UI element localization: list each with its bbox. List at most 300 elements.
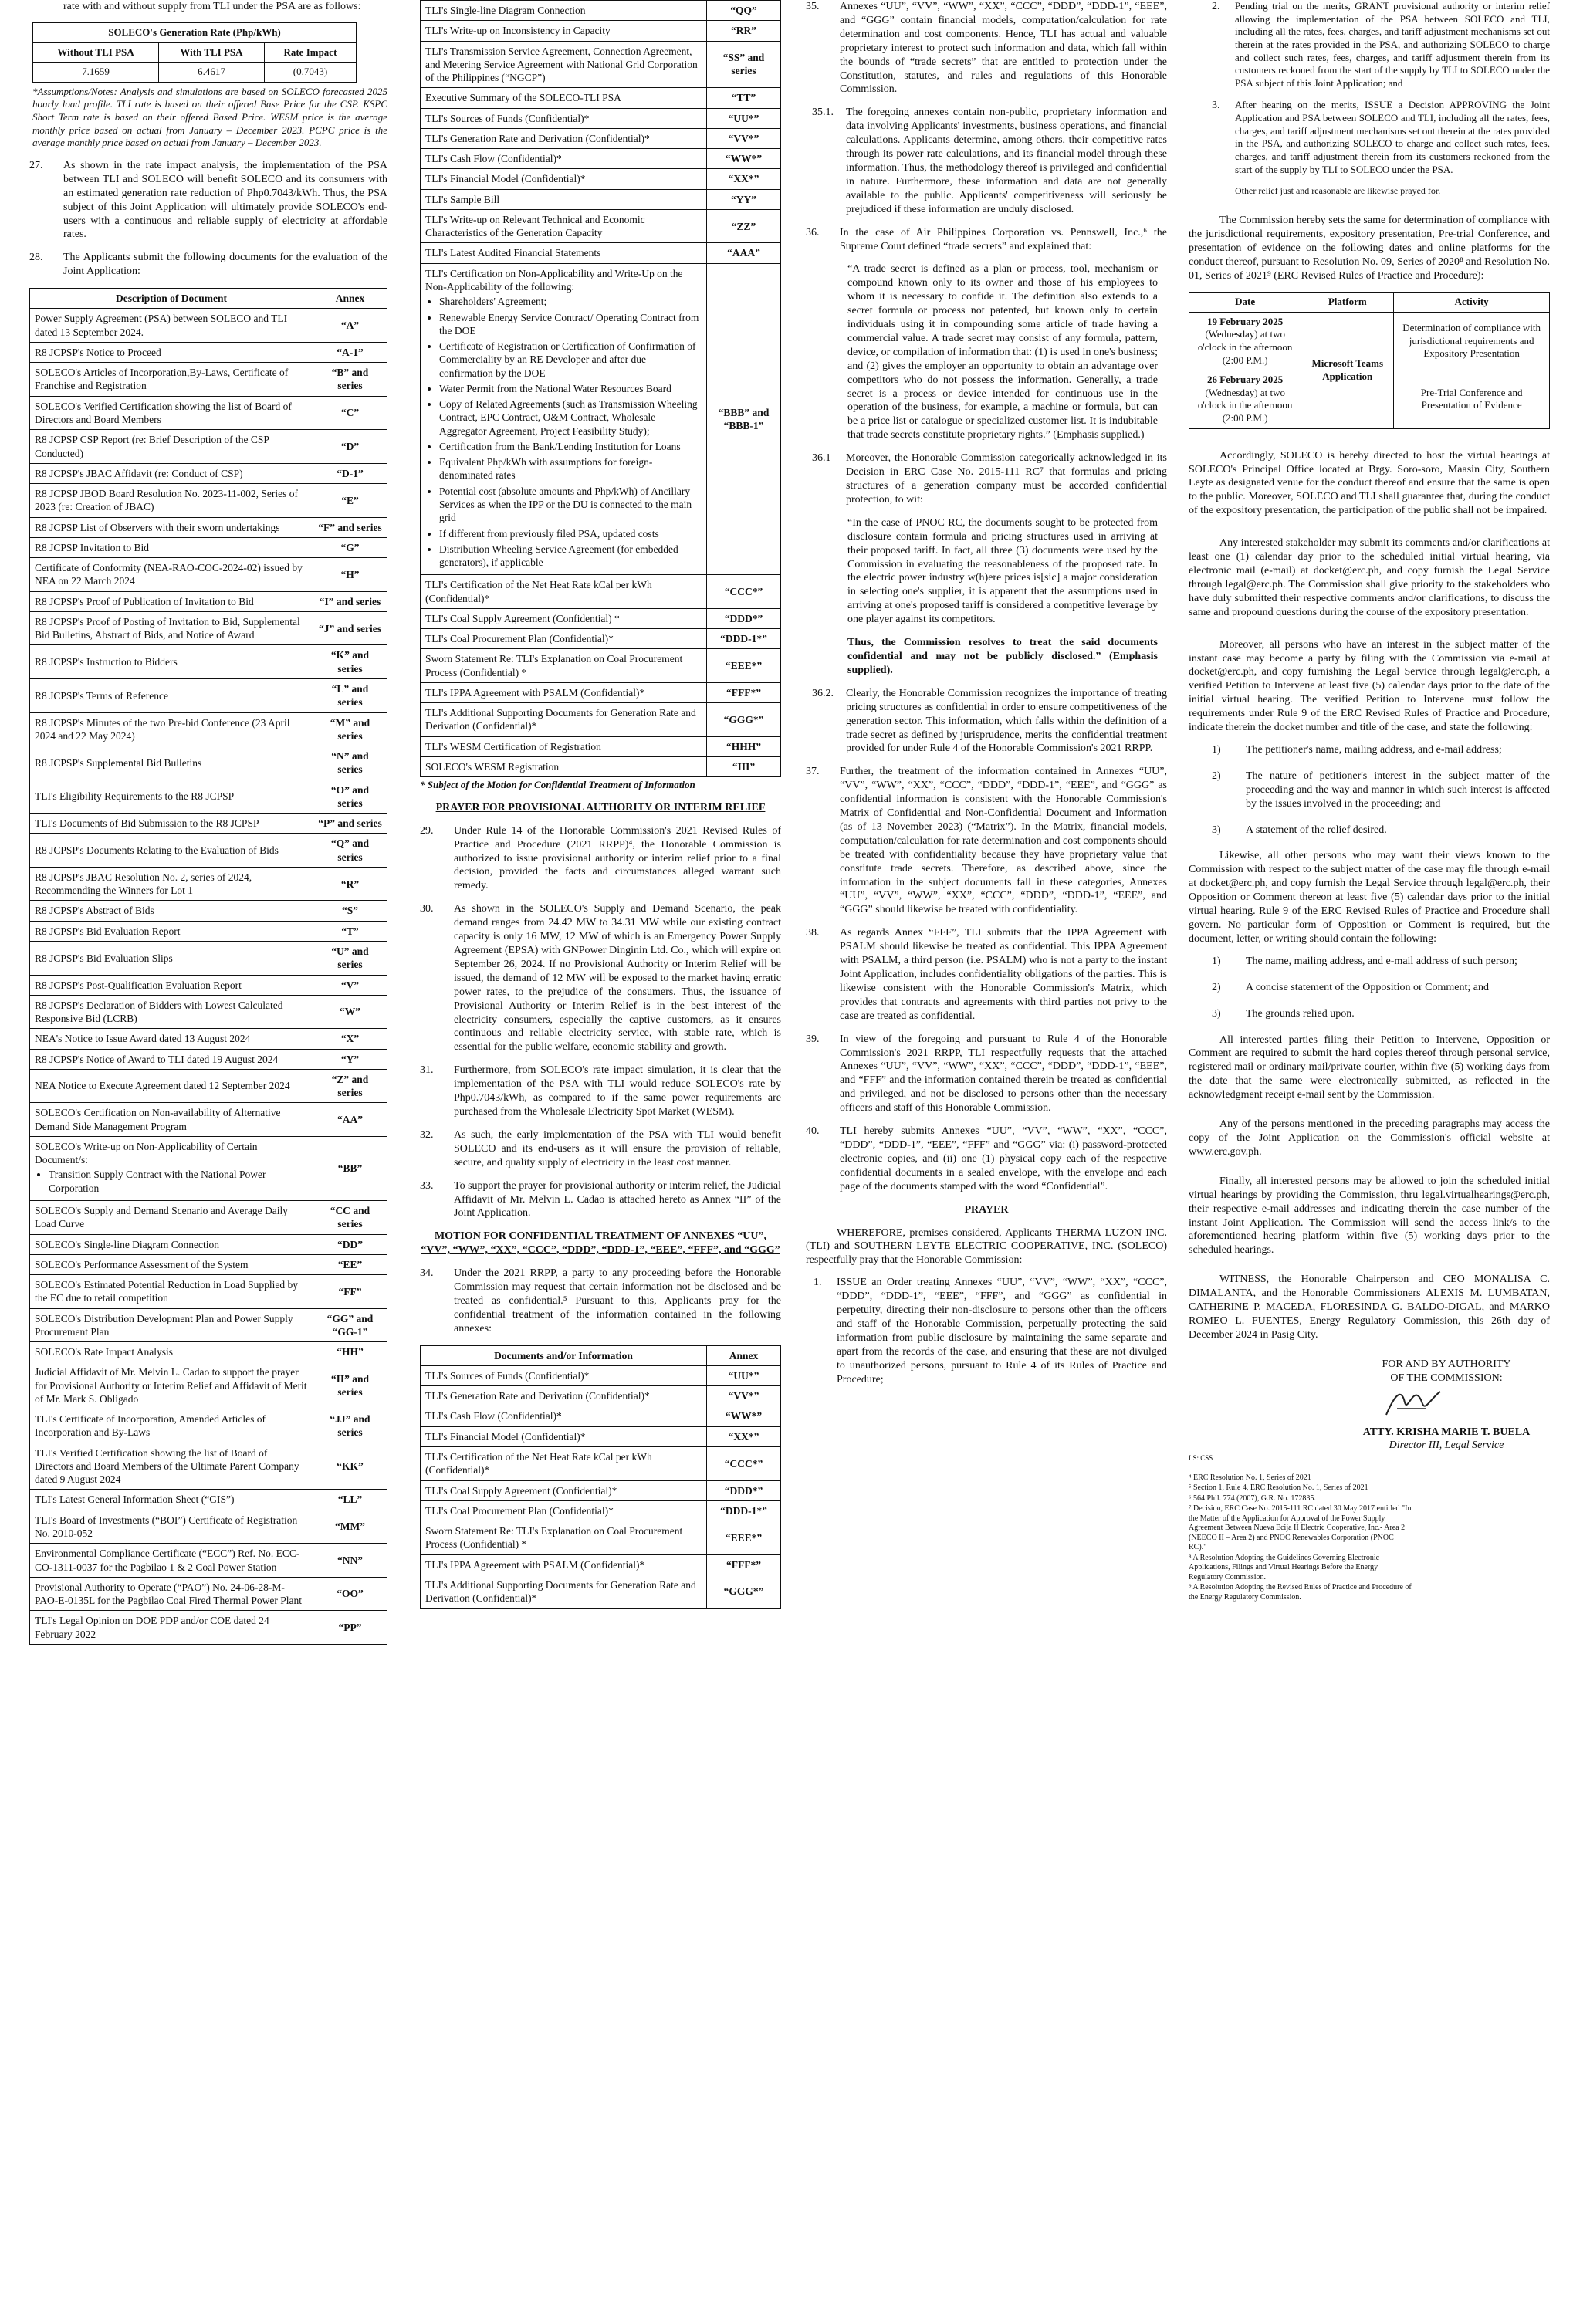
document-description <box>421 243 707 263</box>
description-text: R8 JCPSP's Declaration of Bidders with Lowest Calculated Responsive Bid (LCRB) <box>35 999 283 1025</box>
table-row <box>421 1406 781 1426</box>
description-text: SOLECO's Verified Certification showing the list of Board of Directors and Board Members <box>35 400 292 426</box>
description-text: TLI's Sources of Funds (Confidential)* <box>425 112 590 124</box>
document-description <box>421 169 707 189</box>
list-number: 2) <box>1212 981 1221 993</box>
description-text: R8 JCPSP's Abstract of Bids <box>35 905 154 917</box>
annex-label: “Q” and series <box>313 834 387 868</box>
pnoc-quote: “In the case of PNOC RC, the documents sought to be protected from disclosure contain formula and pricing structures used in arriving at their proposed tariff. In fact, all three (3) documents were used by the Commission in evaluating the reasonableness of the proposed rate. In the electric power industry w(h)ere prices is[sic] a major consideration in selecting one's supplier, it is apparent that the assumptions used in arriving at one's proposed tariff is considered a competitive leverage by one player against its competitors. <box>847 516 1158 626</box>
document-description <box>30 430 313 464</box>
paragraph-39 <box>806 1033 1167 1115</box>
description-text: TLI's IPPA Agreement with PSALM (Confidential)* <box>425 1558 645 1571</box>
annex-label: “W” <box>313 995 387 1029</box>
assumptions-note: *Assumptions/Notes: Analysis and simulations are based on SOLECO forecasted 2025 hourly load profile. TLI rate is based on their offered Base Price for the CSP. KSPC Short Term rate is based on their offered Based Price. WESM price is the average monthly price based on actual from January – December 2023. PCPC price is the average monthly price based on actual from January – December 2023. <box>32 85 387 149</box>
document-description <box>421 756 707 776</box>
document-description <box>421 1426 707 1446</box>
document-description <box>30 1362 313 1409</box>
description-text: TLI's WESM Certification of Registration <box>425 740 601 753</box>
document-description <box>30 1409 313 1443</box>
list-number: 1) <box>1212 743 1221 756</box>
document-description <box>30 1510 313 1544</box>
table-row <box>421 756 781 776</box>
annex-label: “QQ” <box>707 1 781 21</box>
table-row <box>30 558 387 592</box>
description-text: R8 JCPSP Invitation to Bid <box>35 541 150 553</box>
annex-label: “FFF*” <box>707 682 781 702</box>
annex-label: “RR” <box>707 21 781 41</box>
table-row <box>421 189 781 209</box>
paragraph-text: Under Rule 14 of the Honorable Commission's 2021 Revised Rules of Practice and Procedure (2021 RRPP)⁴, the Honorable Commission is authorized to issue provisional authority or interim relief prior to a final decision, provided the facts and circumstances alleged warrant such remedy. <box>454 824 781 892</box>
description-text: TLI's Additional Supporting Documents for Generation Rate and Derivation (Confidential)* <box>425 707 696 732</box>
annex-label: “F” and series <box>313 517 387 537</box>
table-row <box>421 575 781 609</box>
annex-label: “UU*” <box>707 1365 781 1385</box>
annex-label: “YY” <box>707 189 781 209</box>
item-text: After hearing on the merits, ISSUE a Decision APPROVING the Joint Application and PSA between SOLECO and TLI, including all the rates, fees, charges, and tariff adjustment mechanisms set out therein at the rates provided in the PSA, and authorizing SOLECO to charge and collect such rates, fees, charges, and tariff adjustment therein from its customers reckoned from the start of the supply by TLI to SOLECO under the PSA. <box>1235 99 1550 175</box>
annex-label: “JJ” and series <box>313 1409 387 1443</box>
description-text: SOLECO's Certification on Non-availability of Alternative Demand Side Management Program <box>35 1107 281 1132</box>
description-text: R8 JCPSP's Notice of Award to TLI dated 19 August 2024 <box>35 1053 279 1065</box>
bullet-list <box>439 295 702 569</box>
document-description <box>421 1521 707 1555</box>
description-text: TLI's Eligibility Requirements to the R8 JCPSP <box>35 790 235 803</box>
rate-header: Rate Impact <box>264 42 356 63</box>
bullet-item: • Equivalent Php/kWh with assumptions for foreign-denominated rates <box>439 455 702 482</box>
annex-label: “KK” <box>313 1443 387 1490</box>
description-text: TLI's Financial Model (Confidential)* <box>425 1430 586 1443</box>
documents-table-continued <box>420 0 781 777</box>
annex-label: “FF” <box>313 1275 387 1309</box>
document-description <box>30 1443 313 1490</box>
paragraph-number: 40. <box>806 1125 820 1138</box>
table-row <box>421 128 781 148</box>
description-text: TLI's Sources of Funds (Confidential)* <box>425 1369 590 1382</box>
footnote: ⁹ A Resolution Adopting the Revised Rules of Practice and Procedure of the Energy Regulatory Commission. <box>1189 1583 1412 1602</box>
bullet-item: • Certification from the Bank/Lending Institution for Loans <box>439 440 702 453</box>
schedule-header: Platform <box>1301 293 1394 313</box>
motion-heading: MOTION FOR CONFIDENTIAL TREATMENT OF ANNEXES “UU”, “VV”, “WW”, “XX”, “CCC”, “DDD”, “DDD-1”, “EEE”, “FFF”, and “GGG” <box>421 1230 780 1257</box>
schedule-activity: Determination of compliance with jurisdictional requirements and Expository Presentation <box>1394 312 1550 370</box>
paragraph-text: In the case of Air Philippines Corporation vs. Pennswell, Inc.,⁶ the Supreme Court defined “trade secrets” and explained that: <box>840 226 1167 252</box>
table-row <box>30 1544 387 1578</box>
document-description <box>421 263 707 575</box>
description-text: Sworn Statement Re: TLI's Explanation on Coal Procurement Process (Confidential) * <box>425 1525 683 1551</box>
document-description <box>30 1611 313 1645</box>
table-row <box>421 629 781 649</box>
document-description <box>421 88 707 108</box>
paragraph-text: In view of the foregoing and pursuant to Rule 4 of the Honorable Commission's 2021 RRPP, TLI respectfully requests that the attached Annexes “UU”, “VV”, “WW”, “XX”, “CCC”, “DDD”, “DDD-1”, “EEE”, and “FFF” and the information contained therein be treated as confidential and privileged, and not be disclosed to persons other than the necessary officers and staff of this Honorable Commission. <box>840 1033 1167 1115</box>
document-description <box>30 396 313 430</box>
paragraph-text: As such, the early implementation of the PSA with TLI would benefit SOLECO and its end-users as it will ensure the provision of reliable, secure, and quality supply of electricity in the least cost manner. <box>454 1128 781 1169</box>
schedule-intro: The Commission hereby sets the same for determination of compliance with the jurisdictional requirements, expository presentation, Pre-trial Conference, and presentation of evidence on the following dates and online platforms for the conduct thereof, pursuant to Resolution No. 09, Series of 2020⁸ and Resolution No. 01, Series of 2021⁹ (ERC Revised Rules of Practice and Procedure): <box>1189 215 1550 282</box>
schedule-row <box>1189 312 1550 370</box>
document-description <box>30 463 313 483</box>
bullet-item: • Potential cost (absolute amounts and Php/kWh) of Ancillary Services as when the IPP or the DU is connected to the main grid <box>439 485 702 525</box>
document-description <box>30 1103 313 1137</box>
footnote: ⁸ A Resolution Adopting the Guidelines Governing Electronic Applications, Filings and Virtual Hearings Before the Energy Regulatory Commission. <box>1189 1553 1380 1581</box>
table-row <box>30 867 387 901</box>
prayer-heading: PRAYER FOR PROVISIONAL AUTHORITY OR INTERIM RELIEF <box>435 801 766 814</box>
table-row <box>421 682 781 702</box>
prayer-title: PRAYER <box>964 1203 1009 1216</box>
table-row <box>421 1500 781 1521</box>
description-text: TLI's Certification of the Net Heat Rate kCal per kWh (Confidential)* <box>425 1450 652 1477</box>
item-text: ISSUE an Order treating Annexes “UU”, “VV”, “WW”, “XX”, “CCC”, “DDD”, “DDD-1”, “EEE”, “FFF”, and “GGG” as confidential in perpetuity, directing their non-disclosure to persons other than the officers and staff of the Honorable Commission, perpetually protecting the said information from public disclosure by maintaining the same separate and apart from the records of the case, and ensuring that these are not divulged to unauthorized persons, pursuant to Rule 4 of its Rules of Practice and Procedure; <box>837 1277 1167 1385</box>
document-description <box>421 575 707 609</box>
petition-requirements <box>1189 743 1550 837</box>
document-description <box>30 1254 313 1274</box>
table-row <box>30 814 387 834</box>
paragraph <box>420 1128 781 1170</box>
paragraph-28 <box>29 251 387 279</box>
table-row <box>30 1510 387 1544</box>
description-text: R8 JCPSP's Supplemental Bid Bulletins <box>35 756 202 769</box>
document-description <box>421 703 707 737</box>
description-text: TLI's Certification on Non-Applicability and Write-Up on the Non-Applicability of the following: <box>425 267 683 293</box>
date-main: 19 February 2025 <box>1207 315 1284 327</box>
annex-label: “J” and series <box>313 611 387 645</box>
footnote: ⁵ Section 1, Rule 4, ERC Resolution No. 1, Series of 2021 <box>1189 1483 1368 1493</box>
document-description <box>421 736 707 756</box>
annex-label: “Y” <box>313 1049 387 1069</box>
list-item <box>1212 981 1550 995</box>
paragraph-text: Furthermore, from SOLECO's rate impact simulation, it is clear that the implementation of the PSA with TLI would reduce SOLECO's rate by Php0.7043/kWh, as compared to if the same power requirements are purchased from the Wholesale Electricity Spot Market (WESM). <box>454 1064 781 1118</box>
description-text: R8 JCPSP CSP Report (re: Brief Description of the CSP Conducted) <box>35 434 269 459</box>
bullet-item: • Water Permit from the National Water Resources Board <box>439 382 702 395</box>
annex-label: “AAA” <box>707 243 781 263</box>
document-description <box>30 1200 313 1234</box>
annex-label: “NN” <box>313 1544 387 1578</box>
schedule-date <box>1189 370 1301 429</box>
schedule-header: Activity <box>1394 293 1550 313</box>
document-description <box>30 517 313 537</box>
description-text: R8 JCPSP's Documents Relating to the Evaluation of Bids <box>35 844 279 857</box>
table-row <box>421 209 781 243</box>
pnoc-quote-conclusion: Thus, the Commission resolves to treat the said documents confidential and may not be publicly disclosed.” (Emphasis supplied). <box>847 637 1158 676</box>
document-description <box>421 128 707 148</box>
table-header: Documents and/or Information <box>421 1345 707 1365</box>
paragraph-34 <box>420 1267 781 1336</box>
annex-label: “GGG*” <box>707 703 781 737</box>
annex-label: “X” <box>313 1029 387 1049</box>
rate-table <box>32 22 357 83</box>
annex-label: “U” and series <box>313 941 387 975</box>
list-item <box>1212 743 1550 757</box>
annex-label: “S” <box>313 901 387 921</box>
annex-label: “D” <box>313 430 387 464</box>
paragraph-text: Clearly, the Honorable Commission recognizes the importance of treating pricing structures as confidential in order to ensure competitiveness of the generation sector. This information, which falls within the definition of a trade secret as defined by jurisprudence, merits the confidential treatment provided for under Rule 4 of the Honorable Commission's 2021 RRPP. <box>846 687 1167 755</box>
table-row <box>30 1275 387 1309</box>
documents-table <box>29 288 387 1645</box>
column-3 <box>806 0 1167 2324</box>
paragraph-number: 39. <box>806 1033 820 1045</box>
table-row <box>421 1575 781 1609</box>
annex-label: “AA” <box>313 1103 387 1137</box>
list-number: 2) <box>1212 770 1221 782</box>
document-description <box>30 309 313 343</box>
footnote: ⁶ 564 Phil. 774 (2007), G.R. No. 172835. <box>1189 1494 1316 1503</box>
table-row <box>30 1409 387 1443</box>
date-main: 26 February 2025 <box>1207 374 1284 386</box>
annex-label: “LL” <box>313 1490 387 1510</box>
annex-label: “GGG*” <box>707 1575 781 1609</box>
table-row <box>421 1365 781 1385</box>
document-description <box>30 780 313 814</box>
paragraph-text: To support the prayer for provisional authority or interim relief, the Judicial Affidavit of Mr. Melvin L. Cadao is attached hereto as Annex “II” of the Joint Application. <box>454 1179 781 1220</box>
description-text: TLI's Generation Rate and Derivation (Confidential)* <box>425 1390 650 1402</box>
host-paragraph: Accordingly, SOLECO is hereby directed to host the virtual hearings at SOLECO's Principal Office located at Brgy. Soro-soro, Maasin City, Southern Leyte as designated venue for the conduct thereof and ensure that the same is open to the public. Moreover, SOLECO and TLI shall guarantee that, during the conduct of the expository presentation, the participation of the public shall not be impaired. <box>1189 449 1550 517</box>
document-description <box>30 975 313 995</box>
hearing-schedule-table <box>1189 292 1550 429</box>
footnote: ⁴ ERC Resolution No. 1, Series of 2021 <box>1189 1473 1311 1482</box>
description-text: TLI's Transmission Service Agreement, Connection Agreement, and Metering Service Agreement with National Grid Corporation of the Philippines (“NGCP”) <box>425 45 698 84</box>
description-text: R8 JCPSP's Terms of Reference <box>35 689 168 702</box>
bullet-item: • Transition Supply Contract with the National Power Corporation <box>49 1168 308 1195</box>
item-number: 2. <box>1212 1 1220 12</box>
document-description <box>30 941 313 975</box>
paragraph-number: 36.2. <box>812 687 834 699</box>
document-description <box>421 1406 707 1426</box>
bullet-item: • Distribution Wheeling Service Agreement (for embedded generators), if applicable <box>439 543 702 570</box>
document-description <box>30 679 313 713</box>
paragraph-text: Moreover, the Honorable Commission categorically acknowledged in its Decision in ERC Case No. 2015-111 RC⁷ that formulas and pricing structures of a generation company must be accorded confidential protection, to wit: <box>846 452 1167 506</box>
paragraph-36 <box>806 226 1167 254</box>
item-number: 3. <box>1212 100 1220 112</box>
table-row <box>30 1049 387 1069</box>
document-description <box>30 1069 313 1103</box>
annex-label: “Z” and series <box>313 1069 387 1103</box>
document-description <box>421 682 707 702</box>
document-description <box>421 1365 707 1385</box>
description-text: R8 JCPSP's Bid Evaluation Slips <box>35 952 173 964</box>
table-row <box>30 1029 387 1049</box>
list-number: 1) <box>1212 955 1221 967</box>
document-description <box>421 629 707 649</box>
bullet-item: • If different from previously filed PSA, updated costs <box>439 527 702 540</box>
description-text: R8 JCPSP's Proof of Posting of Invitation to Bid, Supplemental Bid Bulletins, Abstract of Bids, and Notice of Award <box>35 615 300 641</box>
annex-label: “I” and series <box>313 591 387 611</box>
table-row <box>421 1426 781 1446</box>
description-text: R8 JCPSP's Proof of Publication of Invitation to Bid <box>35 595 254 607</box>
annex-label: “HH” <box>313 1342 387 1362</box>
paragraph-number: 31. <box>420 1064 434 1077</box>
description-text: Power Supply Agreement (PSA) between SOLECO and TLI dated 13 September 2024. <box>35 313 288 338</box>
paragraph-35 <box>806 0 1167 96</box>
description-text: TLI's Additional Supporting Documents for Generation Rate and Derivation (Confidential)* <box>425 1578 696 1605</box>
document-description <box>30 1544 313 1578</box>
annex-label: “III” <box>707 756 781 776</box>
annex-label: “V” <box>313 975 387 995</box>
table-row <box>30 645 387 679</box>
document-description <box>421 1554 707 1575</box>
document-description <box>421 209 707 243</box>
table-row <box>30 1362 387 1409</box>
annex-label: “D-1” <box>313 463 387 483</box>
rate-table-title: SOLECO's Generation Rate (Php/kWh) <box>33 22 357 42</box>
paragraph-number: 35.1. <box>812 107 834 119</box>
description-text: TLI's Certificate of Incorporation, Amended Articles of Incorporation and By-Laws <box>35 1413 266 1439</box>
schedule-activity: Pre-Trial Conference and Presentation of Evidence <box>1394 370 1550 429</box>
paragraph-number: 28. <box>29 252 43 264</box>
signature-icon <box>1382 1385 1443 1421</box>
list-text: A statement of the relief desired. <box>1246 824 1387 836</box>
table-row <box>421 1 781 21</box>
bullet-item: • Copy of Related Agreements (such as Transmission Wheeling Contract, EPC Contract, O&M Contract, Wholesale Aggregator Agreement, Project Feasibility Study); <box>439 397 702 438</box>
annex-label: “C” <box>313 396 387 430</box>
table-row <box>30 1069 387 1103</box>
table-row <box>421 703 781 737</box>
table-row <box>421 41 781 88</box>
table-row <box>421 108 781 128</box>
annex-label: “K” and series <box>313 645 387 679</box>
paragraph-text: Under the 2021 RRPP, a party to any proceeding before the Honorable Commission may request that certain information not be disclosed and be treated as confidential.⁵ Pursuant to this, Applicants pray for the confidential treatment of the information contained in the following annexes: <box>454 1267 781 1335</box>
document-description <box>421 1480 707 1500</box>
annex-label: “II” and series <box>313 1362 387 1409</box>
document-description <box>30 834 313 868</box>
document-description <box>30 591 313 611</box>
hard-copies-paragraph: All interested parties filing their Petition to Intervene, Opposition or Comment are required to submit the hard copies thereof through personal service, registered mail or ordinary mail/private courier, within five (5) working days from the date that the same were electronically submitted, as reflected in the acknowledgment receipt e-mail sent by the Commission. <box>1189 1033 1550 1101</box>
paragraph-text: The Applicants submit the following documents for the evaluation of the Joint Application: <box>63 252 387 278</box>
table-header: Annex <box>707 1345 781 1365</box>
document-description <box>421 149 707 169</box>
intervene-paragraph: Moreover, all persons who have an interest in the subject matter of the instant case may become a party by filing with the Commission via e-mail at docket@erc.ph, and copy furnishing the Legal Service through legal@erc.ph, a verified Petition to Intervene at least five (5) calendar days prior to the date of the initial virtual hearing. The verified Petition to Intervene must follow the requirements under Rule 9 of the ERC Revised Rules of Practice and Procedure, indicate therein the docket number and title of the case, and state the following: <box>1189 638 1550 734</box>
document-description <box>421 1 707 21</box>
table-row <box>30 396 387 430</box>
description-text: TLI's Sample Bill <box>425 193 500 205</box>
authority-line: FOR AND BY AUTHORITY <box>1382 1358 1511 1370</box>
paragraph-text: As regards Annex “FFF”, TLI submits that the IPPA Agreement with PSALM should likewise be treated as confidential. This IPPA Agreement with PSALM, a third person (i.e. PSALM) who is not a party to the instant Joint Application, includes confidentiality obligations of the parties. This is likewise consistent with the Honorable Commission's Matrix, which provides that contracts and agreements with third parties not privy to the case are treated as confidential. <box>840 927 1167 1022</box>
description-text: NEA's Notice to Issue Award dated 13 August 2024 <box>35 1033 251 1045</box>
bullet-item: • Certificate of Registration or Certification of Confirmation of Commerciality by an RE Developer and after due confirmation by the DOE <box>439 340 702 380</box>
annex-label: “A” <box>313 309 387 343</box>
table-row <box>421 1521 781 1555</box>
paragraph <box>420 824 781 894</box>
annex-label: “HHH” <box>707 736 781 756</box>
paragraph-number: 27. <box>29 159 43 171</box>
document-description <box>30 1049 313 1069</box>
annex-label: “DDD*” <box>707 608 781 628</box>
document-description <box>421 1386 707 1406</box>
annex-label: “CCC*” <box>707 1446 781 1480</box>
stakeholder-paragraph: Any interested stakeholder may submit its comments and/or clarifications at least one (1) calendar day prior to the scheduled initial virtual hearing, via electronic mail (e-mail) at docket@erc.ph, and copy furnish the Legal Service through legal@erc.ph. The Commission shall give priority to the stakeholders who have duly submitted their respective comments and/or clarifications, to discuss the same and propound questions during the course of the expository presentation. <box>1189 537 1550 618</box>
platform-name: Microsoft Teams Application <box>1311 357 1384 382</box>
annex-label: “EEE*” <box>707 649 781 683</box>
description-text: TLI's Write-up on Inconsistency in Capacity <box>425 25 611 37</box>
paragraph-text: Annexes “UU”, “VV”, “WW”, “XX”, “CCC”, “DDD”, “DDD-1”, “EEE”, and “GGG” contain financial models, computation/calculation for rate determination and cost components. Hence, TLI has actual and valuable proprietary interest to protect such information and data, which fall within the bounds of “trade secrets” that are entitled to protection under the Constitution, statutes, and rules and regulations of this Honorable Commission. <box>840 1 1167 96</box>
description-text: TLI's Verified Certification showing the list of Board of Directors and Board Members of the Ultimate Parent Company dated 9 August 2024 <box>35 1446 299 1486</box>
document-description <box>421 1575 707 1609</box>
column-1 <box>29 0 387 2324</box>
table-row <box>421 1446 781 1480</box>
document-description <box>421 649 707 683</box>
footnotes <box>1189 1470 1412 1603</box>
description-text: SOLECO's Distribution Development Plan and Power Supply Procurement Plan <box>35 1312 293 1338</box>
annex-label: “VV*” <box>707 128 781 148</box>
description-text: SOLECO's Estimated Potential Reduction in Load Supplied by the EC due to retail competition <box>35 1279 299 1304</box>
paragraph-text: As shown in the rate impact analysis, the implementation of the PSA between TLI and SOLECO will benefit SOLECO and its consumers with an estimated generation rate reduction of Php0.7043/kWh. Thus, the PSA subject of this Joint Application will ultimately provide SOLECO's end-users with a continuous and reliable supply of electricity at affordable rates. <box>63 159 387 241</box>
paragraph-36-2 <box>806 687 1167 756</box>
description-text: Certificate of Conformity (NEA-RAO-COC-2024-02) issued by NEA on 22 March 2024 <box>35 562 303 587</box>
description-text: TLI's Coal Supply Agreement (Confidential) * <box>425 612 620 624</box>
description-text: Executive Summary of the SOLECO-TLI PSA <box>425 92 621 104</box>
paragraph-number: 32. <box>420 1128 434 1141</box>
paragraph-27 <box>29 159 387 242</box>
annex-label: “N” and series <box>313 746 387 780</box>
item-text: Pending trial on the merits, GRANT provisional authority or interim relief allowing the implementation of the PSA between SOLECO and TLI, including all the rates, fees, charges, and tariff adjustment mechanisms set out therein at the rates provided in the PSA, and authorizing SOLECO to charge and collect such rates, fees, charges, and tariff adjustment therein from its customers reckoned from the start of the supply by TLI to SOLECO under the PSA subject of this Joint Application; and <box>1235 0 1550 89</box>
table-row <box>421 1386 781 1406</box>
document-description <box>30 1308 313 1342</box>
confidential-note: * Subject of the Motion for Confidential Treatment of Information <box>420 779 695 791</box>
paragraph-text: Further, the treatment of the information contained in Annexes “UU”, “VV”, “WW”, “XX”, “CCC”, “DDD”, “DDD-1”, “EEE”, and “GGG” as confidential information is consistent with the Honorable Commission's Matrix of Confidential and Non-Confidential Document and Information (as of 13 November 2023) (“Matrix”). In the Matrix, financial models, computation/calculation for rate determination and cost components should be treated with confidentiality because they have proprietary value that constitute trade secrets. Therefore, as described above, since the information in the subject documents fall in these categories, Annexes “UU”, “VV”, “WW”, “XX”, “CCC”, “DDD”, “DDD-1”, “EEE”, and “GGG” should likewise be treated with confidentiality. <box>840 766 1167 916</box>
column-4 <box>1189 0 1550 2324</box>
table-row <box>421 88 781 108</box>
annex-label: “EEE*” <box>707 1521 781 1555</box>
list-text: The nature of petitioner's interest in the subject matter of the proceeding and the way and manner in which such interest is affected by the issues involved in the proceeding; and <box>1246 770 1550 810</box>
document-description <box>421 189 707 209</box>
description-text: R8 JCPSP's Minutes of the two Pre-bid Conference (23 April 2024 and 22 May 2024) <box>35 716 290 742</box>
table-row <box>30 1308 387 1342</box>
document-description <box>30 558 313 592</box>
document-description <box>30 901 313 921</box>
table-row <box>30 611 387 645</box>
access-paragraph: Any of the persons mentioned in the preceding paragraphs may access the copy of the Joint Application on the Commission's official website at www.erc.gov.ph. <box>1189 1118 1550 1158</box>
table-row <box>30 484 387 518</box>
description-text: Sworn Statement Re: TLI's Explanation on Coal Procurement Process (Confidential) * <box>425 653 683 678</box>
document-description <box>421 1446 707 1480</box>
description-text: TLI's Documents of Bid Submission to the R8 JCPSP <box>35 817 259 830</box>
annex-label: “UU*” <box>707 108 781 128</box>
annex-label: “T” <box>313 921 387 941</box>
description-text: TLI's Financial Model (Confidential)* <box>425 173 586 185</box>
description-text: R8 JCPSP's JBAC Resolution No. 2, series of 2024, Recommending the Winners for Lot 1 <box>35 871 252 897</box>
document-description <box>30 484 313 518</box>
annex-label: “M” and series <box>313 712 387 746</box>
document-description <box>30 1490 313 1510</box>
table-row <box>30 517 387 537</box>
table-row <box>421 608 781 628</box>
paragraph-number: 38. <box>806 927 820 939</box>
prayer-item-1 <box>806 1276 1167 1386</box>
annex-label: “BBB” and “BBB-1” <box>707 263 781 575</box>
description-text: SOLECO's Write-up on Non-Applicability of Certain Document/s: <box>35 1140 258 1166</box>
description-text: TLI's Cash Flow (Confidential)* <box>425 153 562 165</box>
wherefore-clause: WHEREFORE, premises considered, Applicants THERMA LUZON INC. (TLI) and SOUTHERN LEYTE ELECTRIC COOPERATIVE, INC. (SOLECO) respectfully pray that the Honorable Commission: <box>806 1226 1167 1267</box>
description-text: TLI's Board of Investments (“BOI”) Certificate of Registration No. 2010-052 <box>35 1514 298 1540</box>
table-row <box>30 309 387 343</box>
list-item <box>1212 1007 1550 1021</box>
paragraph-40 <box>806 1125 1167 1194</box>
annex-label: “WW*” <box>707 149 781 169</box>
annex-label: “A-1” <box>313 342 387 362</box>
description-text: SOLECO's Articles of Incorporation,By-Laws, Certificate of Franchise and Registration <box>35 367 289 392</box>
document-description <box>421 41 707 88</box>
description-text: R8 JCPSP's Notice to Proceed <box>35 346 161 358</box>
description-text: TLI's Coal Supply Agreement (Confidential)* <box>425 1484 617 1497</box>
description-text: TLI's Single-line Diagram Connection <box>425 5 586 16</box>
authority-line: OF THE COMMISSION: <box>1390 1372 1503 1384</box>
annex-label: “TT” <box>707 88 781 108</box>
item-number: 1. <box>814 1277 822 1289</box>
annex-label: “EE” <box>313 1254 387 1274</box>
footnote: ⁷ Decision, ERC Case No. 2015-111 RC dated 30 May 2017 entitled "In the Matter of the Application for Approval of the Power Supply Agreement Between Nueva Ecija II Electric Cooperative, Inc.- Area 2 (NEECO II – Area 2) and PNOC Renewables Corporation (PNOC RC)." <box>1189 1504 1412 1552</box>
document-description <box>30 995 313 1029</box>
table-row <box>421 1554 781 1575</box>
rate-header: Without TLI PSA <box>33 42 159 63</box>
document-description <box>30 814 313 834</box>
schedule-header: Date <box>1189 293 1301 313</box>
annex-label: “DDD-1*” <box>707 629 781 649</box>
list-number: 3) <box>1212 824 1221 836</box>
